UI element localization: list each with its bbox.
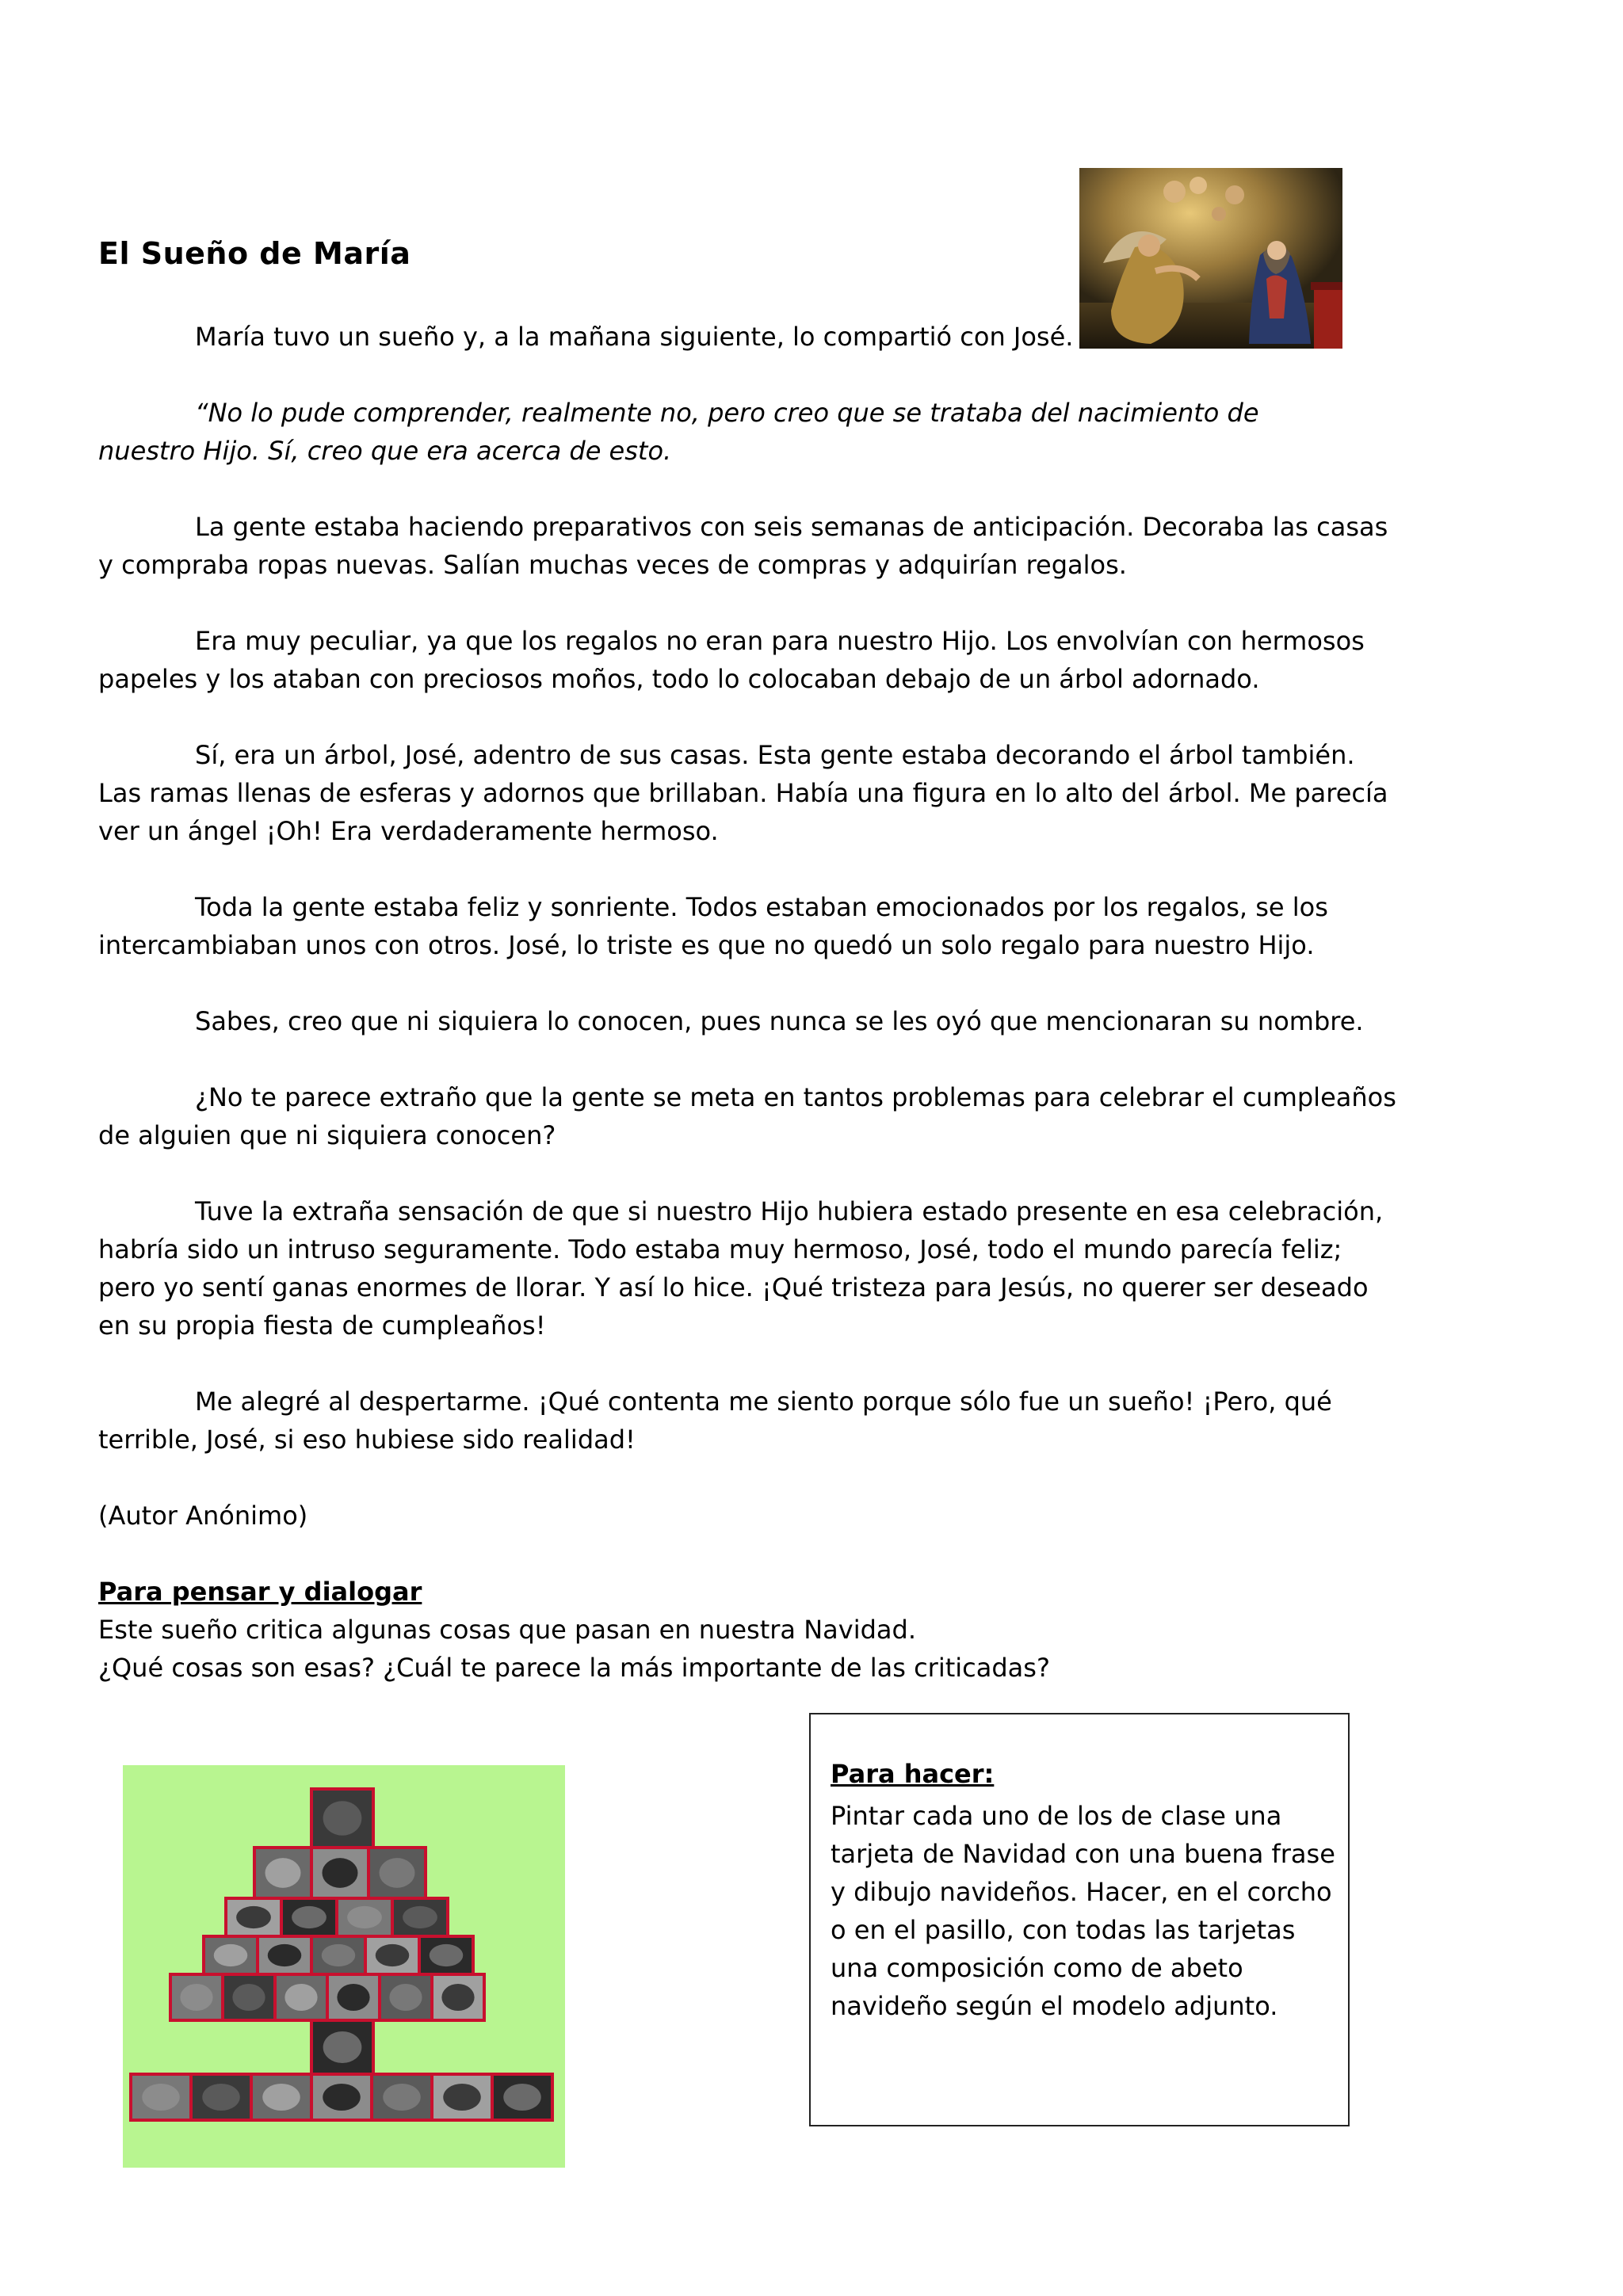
tree-card-photo: [322, 1944, 356, 1966]
tree-card-photo: [268, 1944, 302, 1966]
tree-card-photo: [403, 1906, 437, 1928]
tree-card-photo: [380, 1858, 415, 1888]
tree-card-photo: [214, 1944, 248, 1966]
tree-card-photo: [376, 1944, 410, 1966]
tree-card-photo: [202, 2084, 240, 2111]
paragraph: Sí, era un árbol, José, adentro de sus casas. Esta gente estaba decorando el árbol también. Las ramas llenas de esferas y adornos que brillaban. Había una figura en lo alto del árbol. Me parecía ver un ángel ¡Oh! Era verdaderamente hermoso.: [98, 740, 1388, 846]
paragraph: Era muy peculiar, ya que los regalos no eran para nuestro Hijo. Los envolvían con hermosos papeles y los ataban con preciosos moños, todo lo colocaban debajo de un árbol adornado.: [98, 626, 1365, 694]
reflection-heading: Para pensar y dialogar: [98, 1577, 422, 1607]
paragraph: ¿No te parece extraño que la gente se meta en tantos problemas para celebrar el cumpleaños de alguien que ni siquiera conocen?: [98, 1082, 1396, 1150]
reflection-line: Este sueño critica algunas cosas que pasan en nuestra Navidad.: [98, 1615, 916, 1645]
tree-card-photo: [265, 1858, 301, 1888]
tree-card-photo: [323, 2084, 361, 2111]
document-title: El Sueño de María: [98, 236, 411, 271]
paragraph: Toda la gente estaba feliz y sonriente. Todos estaban emocionados por los regalos, se los intercambiaban unos con otros. José, lo triste es que no quedó un solo regalo para nuestro Hijo.: [98, 892, 1328, 960]
tree-card-photo: [262, 2084, 300, 2111]
task-heading: Para hacer:: [831, 1759, 995, 1789]
paragraph: María tuvo un sueño y, a la mañana siguiente, lo compartió con José.: [195, 322, 1074, 352]
author-credit: (Autor Anónimo): [98, 1501, 308, 1531]
tree-card-photo: [292, 1906, 327, 1928]
paragraph: Sabes, creo que ni siquiera lo conocen, pues nunca se les oyó que mencionaran su nombre.: [195, 1006, 1364, 1036]
paragraph: Me alegré al despertarme. ¡Qué contenta me siento porque sólo fue un sueño! ¡Pero, qué terrible, José, si eso hubiese sido realidad!: [98, 1386, 1332, 1455]
tree-card-photo: [232, 1984, 265, 2011]
task-text: Pintar cada uno de los de clase una tarjeta de Navidad con una buena frase y dibujo navideños. Hacer, en el corcho o en el pasillo, con todas las tarjetas una composición como de abeto navideño según el modelo adjunto.: [831, 1801, 1335, 2021]
tree-card-photo: [323, 2031, 362, 2063]
tree-card-photo: [430, 1944, 464, 1966]
tree-card-photo: [323, 1801, 362, 1836]
tree-card-photo: [323, 1858, 358, 1888]
paragraph: La gente estaba haciendo preparativos con seis semanas de anticipación. Decoraba las casas y compraba ropas nuevas. Salían muchas veces de compras y adquirían regalos.: [98, 512, 1388, 580]
tree-card-photo: [347, 1906, 382, 1928]
tree-card-photo: [236, 1906, 271, 1928]
tree-card-photo: [337, 1984, 369, 2011]
tree-card-photo: [285, 1984, 317, 2011]
card-tree-image: [123, 1765, 565, 2168]
paragraph: “No lo pude comprender, realmente no, pero creo que se trataba del nacimiento de nuestro Hijo. Sí, creo que era acerca de esto.: [98, 398, 1259, 466]
tree-card-photo: [441, 1984, 474, 2011]
tree-card-photo: [180, 1984, 212, 2011]
paragraph: Tuve la extraña sensación de que si nuestro Hijo hubiera estado presente en esa celebración, habría sido un intruso seguramente. Todo estaba muy hermoso, José, todo el mundo parecía feliz; pero yo sentí ganas enormes de llorar. Y así lo hice. ¡Qué tristeza para Jesús, no querer ser deseado en su propia fiesta de cumpleaños!: [98, 1196, 1384, 1341]
reflection-question: ¿Qué cosas son esas? ¿Cuál te parece la más importante de las criticadas?: [98, 1653, 1050, 1683]
tree-card-photo: [443, 2084, 481, 2111]
tree-card-photo: [142, 2084, 180, 2111]
tree-card-photo: [383, 2084, 421, 2111]
tree-card-photo: [389, 1984, 422, 2011]
tree-card-photo: [503, 2084, 541, 2111]
